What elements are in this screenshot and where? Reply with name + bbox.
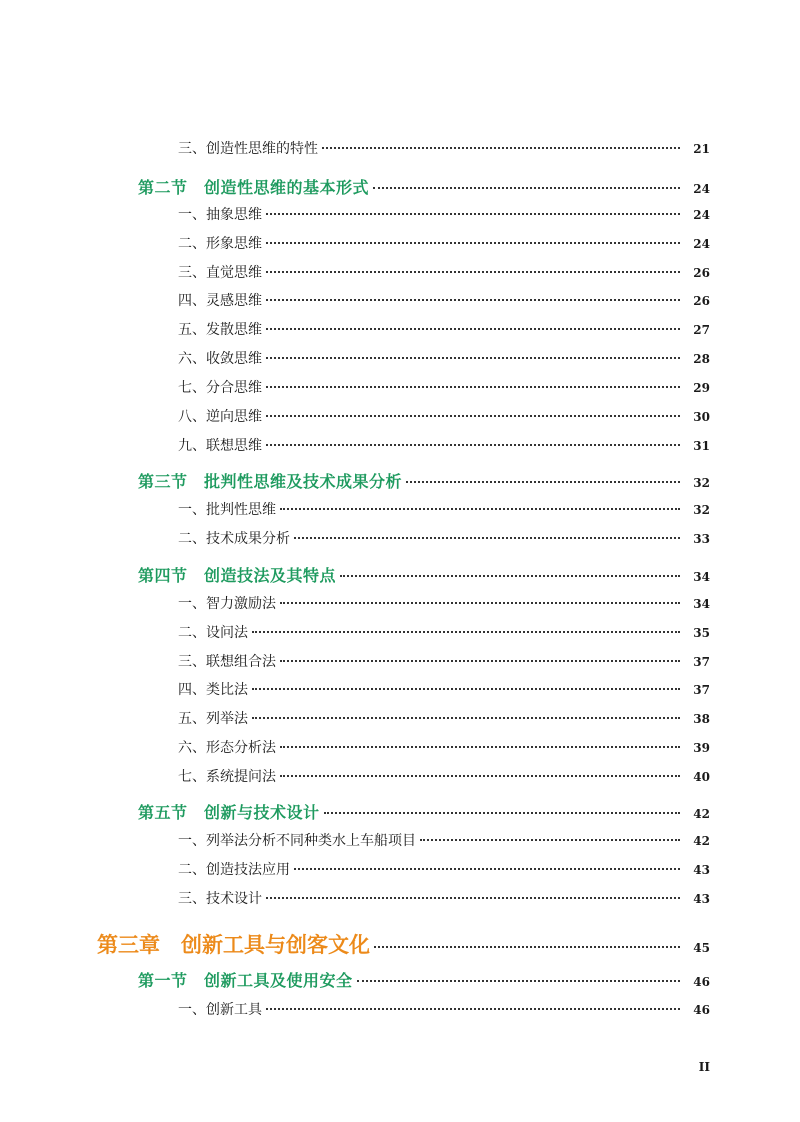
toc-item[interactable] <box>178 528 710 548</box>
toc-item[interactable] <box>178 290 710 310</box>
toc-page-number: 43 <box>693 863 710 877</box>
toc-chapter[interactable] <box>97 929 710 957</box>
toc-entry-title: 三、创造性思维的特性 <box>178 141 318 157</box>
toc-entry-title: 第四节 创造技法及其特点 <box>138 566 337 585</box>
toc-page-number: 45 <box>693 941 710 955</box>
toc-entry-title: 七、系统提问法 <box>178 769 276 785</box>
toc-entry-title: 六、形态分析法 <box>178 740 276 756</box>
dot-leader <box>406 481 680 483</box>
dot-leader <box>374 946 680 948</box>
toc-page-number: 37 <box>693 655 710 669</box>
toc-page-number: 24 <box>693 182 710 196</box>
toc-page-number: 27 <box>693 323 710 337</box>
dot-leader <box>294 537 680 539</box>
toc-page-number: 21 <box>693 142 710 156</box>
toc-item[interactable] <box>178 888 710 908</box>
dot-leader <box>266 299 680 301</box>
toc-page-number: 28 <box>693 352 710 366</box>
dot-leader <box>266 242 680 244</box>
toc-page-number: 26 <box>693 294 710 308</box>
dot-leader <box>266 213 680 215</box>
toc-item[interactable] <box>178 651 710 671</box>
toc-entry-title: 第五节 创新与技术设计 <box>138 803 320 822</box>
toc-page-number: 42 <box>693 807 710 821</box>
toc-page-number: 31 <box>693 439 710 453</box>
toc-entry-title: 二、形象思维 <box>178 236 262 252</box>
toc-page-number: 32 <box>693 503 710 517</box>
toc-item[interactable] <box>178 679 710 699</box>
dot-leader <box>266 1008 680 1010</box>
toc-item[interactable] <box>178 999 710 1019</box>
toc-item[interactable] <box>178 233 710 253</box>
dot-leader <box>340 575 680 577</box>
toc-page-number: 35 <box>693 626 710 640</box>
toc-page-number: 46 <box>693 975 710 989</box>
toc-entry-title: 五、列举法 <box>178 711 248 727</box>
toc-page-number: 29 <box>693 381 710 395</box>
dot-leader <box>266 386 680 388</box>
toc-entry-title: 七、分合思维 <box>178 380 262 396</box>
dot-leader <box>266 271 680 273</box>
toc-page-number: 34 <box>693 597 710 611</box>
dot-leader <box>420 839 680 841</box>
toc-item[interactable] <box>178 435 710 455</box>
toc-page-number: 30 <box>693 410 710 424</box>
dot-leader <box>252 688 680 690</box>
toc-section[interactable] <box>138 469 710 491</box>
toc-entry-title: 一、创新工具 <box>178 1002 262 1018</box>
toc-entry-title: 第一节 创新工具及使用安全 <box>138 971 353 990</box>
toc-entry-title: 第三章 创新工具与创客文化 <box>97 932 370 957</box>
toc-page-number: 34 <box>693 570 710 584</box>
toc-item[interactable] <box>178 593 710 613</box>
toc-entry-title: 六、收敛思维 <box>178 351 262 367</box>
toc-item[interactable] <box>178 262 710 282</box>
toc-page-number: 43 <box>693 892 710 906</box>
toc-page-number: 37 <box>693 683 710 697</box>
toc-item[interactable] <box>178 708 710 728</box>
toc-item[interactable] <box>178 766 710 786</box>
dot-leader <box>280 660 680 662</box>
toc-item[interactable] <box>178 377 710 397</box>
dot-leader <box>266 897 680 899</box>
toc-section[interactable] <box>138 175 710 197</box>
toc-entry-title: 三、联想组合法 <box>178 654 276 670</box>
toc-item[interactable] <box>178 204 710 224</box>
toc-page-number: 39 <box>693 741 710 755</box>
toc-entry-title: 八、逆向思维 <box>178 409 262 425</box>
dot-leader <box>357 980 680 982</box>
dot-leader <box>322 147 680 149</box>
dot-leader <box>266 328 680 330</box>
toc-entry-title: 一、抽象思维 <box>178 207 262 223</box>
toc-page-number: 24 <box>693 208 710 222</box>
toc-page-number: 26 <box>693 266 710 280</box>
toc-entry-title: 三、技术设计 <box>178 891 262 907</box>
dot-leader <box>373 187 680 189</box>
toc-entry-title: 四、类比法 <box>178 682 248 698</box>
toc-item[interactable] <box>178 859 710 879</box>
dot-leader <box>266 415 680 417</box>
dot-leader <box>294 868 680 870</box>
toc-page-number: 40 <box>693 770 710 784</box>
dot-leader <box>280 508 680 510</box>
toc-item[interactable] <box>178 348 710 368</box>
toc-entry-title: 二、设问法 <box>178 625 248 641</box>
dot-leader <box>280 602 680 604</box>
toc-entry-title: 一、列举法分析不同种类水上车船项目 <box>178 833 416 849</box>
toc-section[interactable] <box>138 563 710 585</box>
toc-page-number: 38 <box>693 712 710 726</box>
toc-item[interactable] <box>178 319 710 339</box>
dot-leader <box>324 812 680 814</box>
toc-entry-title: 三、直觉思维 <box>178 265 262 281</box>
toc-entry-title: 第三节 批判性思维及技术成果分析 <box>138 472 403 491</box>
dot-leader <box>252 717 680 719</box>
toc-item[interactable] <box>178 138 710 158</box>
toc-entry-title: 第二节 创造性思维的基本形式 <box>138 178 370 197</box>
toc-entry-title: 九、联想思维 <box>178 438 262 454</box>
toc-entry-title: 二、技术成果分析 <box>178 531 290 547</box>
toc-page-number: 33 <box>693 532 710 546</box>
toc-entry-title: 二、创造技法应用 <box>178 862 290 878</box>
toc-entry-title: 五、发散思维 <box>178 322 262 338</box>
toc-item[interactable] <box>178 406 710 426</box>
dot-leader <box>252 631 680 633</box>
toc-item[interactable] <box>178 499 710 519</box>
toc-section[interactable] <box>138 800 710 822</box>
dot-leader <box>280 746 680 748</box>
dot-leader <box>266 357 680 359</box>
toc-entry-title: 四、灵感思维 <box>178 293 262 309</box>
toc-page-number: 42 <box>693 834 710 848</box>
toc-item[interactable] <box>178 830 710 850</box>
toc-entry-title: 一、智力激励法 <box>178 596 276 612</box>
page-folio: II <box>698 1060 710 1074</box>
toc-page-number: 46 <box>693 1003 710 1017</box>
toc-page-number: 24 <box>693 237 710 251</box>
toc-item[interactable] <box>178 737 710 757</box>
dot-leader <box>280 775 680 777</box>
dot-leader <box>266 444 680 446</box>
toc-item[interactable] <box>178 622 710 642</box>
toc-section[interactable] <box>138 968 710 990</box>
toc-page-number: 32 <box>693 476 710 490</box>
toc-entry-title: 一、批判性思维 <box>178 502 276 518</box>
